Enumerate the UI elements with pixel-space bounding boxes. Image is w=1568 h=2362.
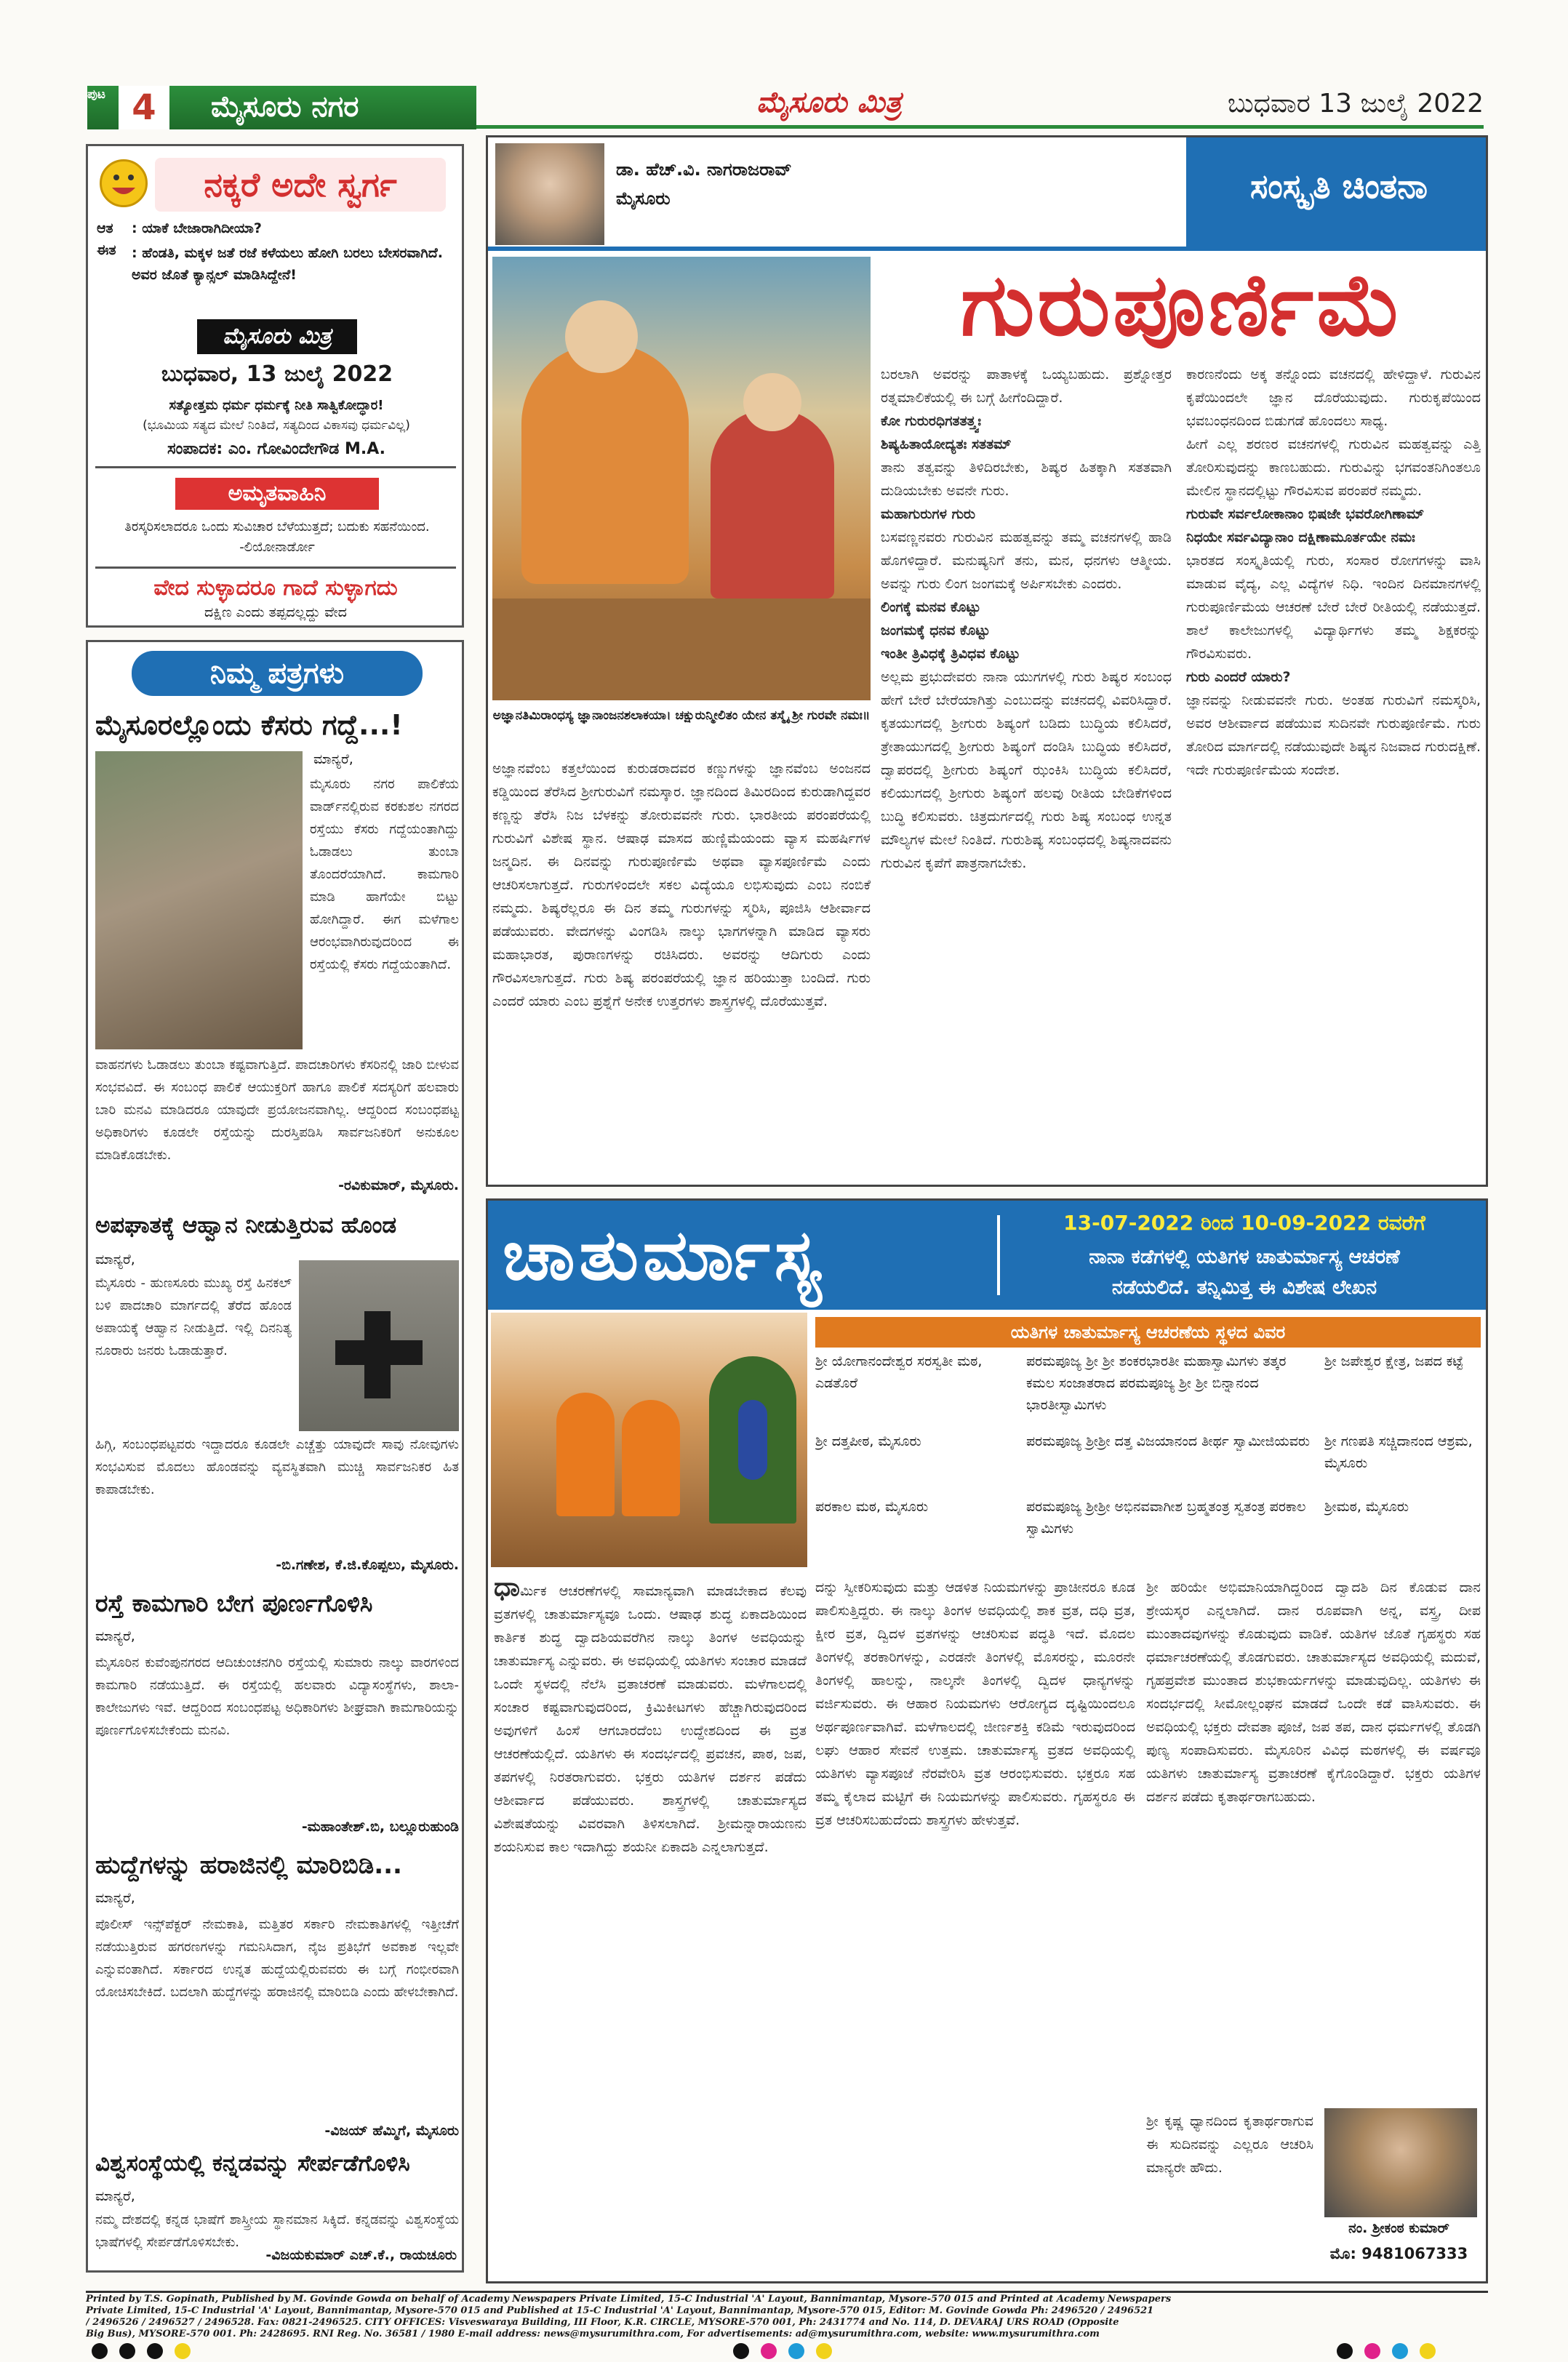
amrutha-text: ತಿರಸ್ಕರಿಸಲಾದರೂ ಒಂದು ಸುವಿಚಾರ ಬೆಳೆಯುತ್ತದೆ; ಬದುಕು ಸಹನೆಯಿಂದ. -ಲಿಯೋನಾರ್ಡೋ <box>124 519 430 555</box>
chaturmasya-column-3: ಶ್ರೀ ಹರಿಯೇ ಅಭಿಮಾನಿಯಾಗಿದ್ದರಿಂದ ದ್ವಾದಶಿ ದಿನ ಕೊಡುವ ದಾನ ಶ್ರೇಯಸ್ಕರ ಎನ್ನಲಾಗಿದೆ. ದಾನ ರೂಪವಾಗಿ ಅನ್ನ, ವಸ್ತ್ರ, ದೀಪ ಮುಂತಾದವುಗಳನ್ನು ಕೊಡುವುದು ವಾಡಿಕೆ. ಯತಿಗಳ ಜೊತೆ ಗೃಹಸ್ಥರು ಸಹ ಧರ್ಮಾಚರಣೆಯಲ್ಲಿ ತೊಡಗುವರು. ಚಾತುರ್ಮಾಸ್ಯದ ಅವಧಿಯಲ್ಲಿ ಮದುವೆ, ಗೃಹಪ್ರವೇಶ ಮುಂತಾದ ಶುಭಕಾರ್ಯಗಳನ್ನು ಮಾಡುವುದಿಲ್ಲ. ಯತಿಗಳು ಈ ಸಂದರ್ಭದಲ್ಲಿ ಸೀಮೋಲ್ಲಂಘನ ಮಾಡದೆ ಒಂದೇ ಕಡೆ ವಾಸಿಸುವರು. ಈ ಅವಧಿಯಲ್ಲಿ ಭಕ್ತರು ದೇವತಾ ಪೂಜೆ, ಜಪ ತಪ, ದಾನ ಧರ್ಮಗಳಲ್ಲಿ ತೊಡಗಿ ಪುಣ್ಯ ಸಂಪಾದಿಸುವರು. ಮೈಸೂರಿನ ವಿವಿಧ ಮಠಗಳಲ್ಲಿ ಈ ವರ್ಷವೂ ಯತಿಗಳು ಚಾತುರ್ಮಾಸ್ಯ ವ್ರತಾಚರಣೆ ಕೈಗೊಂಡಿದ್ದಾರೆ. ಭಕ್ತರು ಯತಿಗಳ ದರ್ಶನ ಪಡೆದು ಕೃತಾರ್ಥರಾಗಬಹುದು. <box>1146 1580 1481 1805</box>
letter-title: ರಸ್ತೆ ಕಾಮಗಾರಿ ಬೇಗ ಪೂರ್ಣಗೊಳಿಸಿ <box>95 1589 373 1617</box>
subtitle-2: ನಡೆಯಲಿದೆ. ತನ್ನಿಮಿತ್ತ ಈ ವಿಶೇಷ ಲೇಖನ <box>1111 1276 1377 1299</box>
columnist-phone: ಮೊ: 9481067333 <box>1329 2245 1468 2262</box>
letter-signature: -ಬಿ.ಗಣೇಶ, ಕೆ.ಜಿ.ಕೊಪ್ಪಲು, ಮೈಸೂರು. <box>276 1557 459 1573</box>
footer-rule <box>86 2291 1488 2293</box>
letter-body: ಹಿಗ್ಗಿ, ಸಂಬಂಧಪಟ್ಟವರು ಇದ್ದಾದರೂ ಕೂಡಲೇ ಎಚ್ಚೆತ್ತು ಯಾವುದೇ ಸಾವು ನೋವುಗಳು ಸಂಭವಿಸುವ ಮೊದಲು ಹೊಂಡವನ್ನು ವ್ಯವಸ್ಥಿತವಾಗಿ ಮುಚ್ಚಿ ಸಾರ್ವಜನಿಕರ ಹಿತ ಕಾಪಾಡಬೇಕು. <box>95 1437 459 1497</box>
image-caption: ಅಜ್ಞಾನತಿಮಿರಾಂಧಸ್ಯ ಜ್ಞಾನಾಂಜನಶಲಾಕಯಾ। ಚಕ್ಷುರುನ್ಮೀಲಿತಂ ಯೇನ ತಸ್ಮೈ ಶ್ರೀ ಗುರವೇ ನಮಃ॥ <box>492 708 871 723</box>
editor-line: ಸಂಪಾದಕ: ಎಂ. ಗೋವಿಂದೇಗೌಡ M.A. <box>167 440 386 458</box>
joke-q-label: ಆತ <box>97 220 113 236</box>
divider <box>95 567 456 569</box>
joke-box <box>86 144 464 628</box>
quote-title: ವೇದ ಸುಳ್ಳಾದರೂ ಗಾದೆ ಸುಳ್ಳಾಗದು <box>153 575 398 601</box>
table-cell: ಶ್ರೀ ಗಣಪತಿ ಸಚ್ಚಿದಾನಂದ ಆಶ್ರಮ, ಮೈಸೂರು <box>1324 1433 1473 1471</box>
paper-date: ಬುಧವಾರ, 13 ಜುಲೈ 2022 <box>161 361 393 387</box>
blue-rule <box>488 247 1486 251</box>
page-label: ಪುಟ <box>87 87 105 102</box>
joke-a-label: ಈತ <box>97 242 116 258</box>
article-column-3: ಕಾರಣನೆಂದು ಅಕ್ಕ ತನ್ನೊಂದು ವಚನದಲ್ಲಿ ಹೇಳಿದ್ದಾಳೆ. ಗುರುವಿನ ಕೃಪೆಯಿಂದಲೇ ಜ್ಞಾನ ದೊರೆಯುವುದು. ಗುರುಕೃಪೆಯಿಂದ ಭವಬಂಧನದಿಂದ ಬಿಡುಗಡೆ ಹೊಂದಲು ಸಾಧ್ಯ. ಹೀಗೆ ಎಲ್ಲ ಶರಣರ ವಚನಗಳಲ್ಲಿ ಗುರುವಿನ ಮಹತ್ವವನ್ನು ಎತ್ತಿ ತೋರಿಸುವುದನ್ನು ಕಾಣಬಹುದು. ಗುರುವಿನ್ನು ಭಗವಂತನಿಗಿಂತಲೂ ಮೇಲಿನ ಸ್ಥಾನದಲ್ಲಿಟ್ಟು ಗೌರವಿಸುವ ಪರಂಪರೆ ನಮ್ಮದು. ಗುರುವೇ ಸರ್ವಲೋಕಾನಾಂ ಭಿಷಜೇ ಭವರೋಗಿಣಾಮ್ ನಿಧಯೇ ಸರ್ವವಿದ್ಯಾನಾಂ ದಕ್ಷಿಣಾಮೂರ್ತಯೇ ನಮಃ ಭಾರತದ ಸಂಸ್ಕೃತಿಯಲ್ಲಿ ಗುರು, ಸಂಸಾರ ರೋಗಗಳನ್ನು ವಾಸಿ ಮಾಡುವ ವೈದ್ಯ, ಎಲ್ಲ ವಿದ್ಯೆಗಳ ನಿಧಿ. ಇಂದಿನ ದಿನಮಾನಗಳಲ್ಲಿ ಗುರುಪೂರ್ಣಿಮೆಯ ಆಚರಣೆ ಬೇರೆ ಬೇರೆ ರೀತಿಯಲ್ಲಿ ನಡೆಯುತ್ತದೆ. ಶಾಲೆ ಕಾಲೇಜುಗಳಲ್ಲಿ ವಿದ್ಯಾರ್ಥಿಗಳು ತಮ್ಮ ಶಿಕ್ಷಕರನ್ನು ಗೌರವಿಸುವರು. ಗುರು ಎಂದರೆ ಯಾರು? ಜ್ಞಾನವನ್ನು ನೀಡುವವನೇ ಗುರು. ಅಂತಹ ಗುರುವಿಗೆ ನಮಸ್ಕರಿಸಿ, ಅವರ ಆಶೀರ್ವಾದ ಪಡೆಯುವ ಸುದಿನವೇ ಗುರುಪೂರ್ಣಿಮೆ. ಗುರು ತೋರಿದ ಮಾರ್ಗದಲ್ಲಿ ನಡೆಯುವುದೇ ಶಿಷ್ಯನ ನಿಜವಾದ ಗುರುದಕ್ಷಿಣೆ. ಇದೇ ಗುರುಪೂರ್ಣಿಮೆಯ ಸಂದೇಶ. <box>1186 367 1481 778</box>
headline: ಗುರುಪೂರ್ಣಿಮೆ <box>960 255 1404 355</box>
table-cell: ಶ್ರೀಮಠ, ಮೈಸೂರು <box>1324 1499 1409 1515</box>
table-cell: ಪರಕಾಲ ಮಠ, ಮೈಸೂರು <box>815 1499 929 1515</box>
chaturmasya-headline: ಚಾತುರ್ಮಾಸ್ಯ <box>503 1214 825 1296</box>
author-photo <box>495 143 604 245</box>
table-cell: ಪರಮಪೂಜ್ಯ ಶ್ರೀಶ್ರೀ ಅಭಿನವವಾಗೀಶ ಬ್ರಹ್ಮತಂತ್ರ ಸ್ವತಂತ್ರ ಪರಕಾಲ ಸ್ವಾಮಿಗಳು <box>1026 1499 1306 1537</box>
places-table <box>815 1350 1481 1561</box>
chaturmasya-column-3b: ಶ್ರೀ ಕೃಷ್ಣ ಧ್ಯಾನದಿಂದ ಕೃತಾರ್ಥರಾಗುವ ಈ ಸುದಿನವನ್ನು ಎಲ್ಲರೂ ಆಚರಿಸಿ ಮಾನ್ಯರೇ ಹೌದು. <box>1146 2113 1313 2176</box>
letter-body: ಪೊಲೀಸ್ ಇನ್ಸ್‌ಪೆಕ್ಟರ್ ನೇಮಕಾತಿ, ಮತ್ತಿತರ ಸರ್ಕಾರಿ ನೇಮಕಾತಿಗಳಲ್ಲಿ ಇತ್ತೀಚೆಗೆ ನಡೆಯುತ್ತಿರುವ ಹಗರಣಗಳನ್ನು ಗಮನಿಸಿದಾಗ, ನೈಜ ಪ್ರತಿಭೆಗೆ ಅವಕಾಶ ಇಲ್ಲವೇ ಎನ್ನುವಂತಾಗಿದೆ. ಸರ್ಕಾರದ ಉನ್ನತ ಹುದ್ದೆಯಲ್ಲಿರುವವರು ಈ ಬಗ್ಗೆ ಗಂಭೀರವಾಗಿ ಯೋಚಿಸಬೇಕಿದೆ. ಬದಲಾಗಿ ಹುದ್ದೆಗಳನ್ನು ಹರಾಜಿನಲ್ಲಿ ಮಾರಿಬಿಡಿ ಎಂದು ಹೇಳಬೇಕಾಗಿದೆ. <box>95 1917 459 2000</box>
banner-divider <box>997 1215 1000 1295</box>
table-cell: ಪರಮಪೂಜ್ಯ ಶ್ರೀಶ್ರೀ ದತ್ತ ವಿಜಯಾನಂದ ತೀರ್ಥ ಸ್ವಾಮೀಜಿಯವರು <box>1026 1433 1310 1449</box>
columnist-name: ನಂ. ಶ್ರೀಕಂಠ ಕುಮಾರ್ <box>1348 2220 1449 2236</box>
table-cell: ಪರಮಪೂಜ್ಯ ಶ್ರೀ ಶ್ರೀ ಶಂಕರಭಾರತೀ ಮಹಾಸ್ವಾಮಿಗಳು ತತ್ಕರ ಕಮಲ ಸಂಜಾತರಾದ ಪರಮಪೂಜ್ಯ ಶ್ರೀ ಶ್ರೀ ಬಿನ್ನಾನಂದ ಭಾರತೀಸ್ವಾಮಿಗಳು <box>1026 1353 1287 1413</box>
joke-a-text: : ಹೆಂಡತಿ, ಮಕ್ಕಳ ಜತೆ ರಜೆ ಕಳೆಯಲು ಹೋಗಿ ಬರಲು ಬೇಸರವಾಗಿದೆ. ಅವರ ಜೊತೆ ಕ್ಯಾನ್ಸಲ್ ಮಾಡಿಸಿದ್ದೇನೆ! <box>132 245 443 283</box>
header-rule <box>476 125 1484 129</box>
letter-signature: -ವಿಜಯಕುಮಾರ್ ಎಚ್.ಕೆ., ರಾಯಚೂರು <box>265 2247 457 2263</box>
letters-column <box>86 640 464 2273</box>
divider <box>95 466 456 468</box>
letter-body: ಮೈಸೂರಿನ ಕುವೆಂಪುನಗರದ ಆದಿಚುಂಚನಗಿರಿ ರಸ್ತೆಯಲ್ಲಿ ಸುಮಾರು ನಾಲ್ಕು ವಾರಗಳಿಂದ ಕಾಮಗಾರಿ ನಡೆಯುತ್ತಿದೆ. ಈ ರಸ್ತೆಯಲ್ಲಿ ಹಲವಾರು ವಿದ್ಯಾಸಂಸ್ಥೆಗಳು, ಶಾಲಾ-ಕಾಲೇಜುಗಳು ಇವೆ. ಆದ್ದರಿಂದ ಸಂಬಂಧಪಟ್ಟ ಅಧಿಕಾರಿಗಳು ಶೀಘ್ರವಾಗಿ ಕಾಮಗಾರಿಯನ್ನು ಪೂರ್ಣಗೊಳಿಸಬೇಕೆಂದು ಮನವಿ. <box>95 1655 459 1738</box>
letter-salutation: ಮಾನ್ಯರೆ, <box>95 1890 135 1906</box>
letter-title: ಮೈಸೂರಲ್ಲೊಂದು ಕೆಸರು ಗದ್ದೆ...! <box>95 709 403 741</box>
letter-salutation: ಮಾನ್ಯರೆ, <box>95 2188 135 2204</box>
masthead: ಮೈಸೂರು ಮಿತ್ರ <box>756 86 902 119</box>
quote-text: ದಕ್ಷಿಣ ಎಂದು ತಪ್ಪದಲ್ಲದ್ದು ವೇದ <box>204 604 347 620</box>
letter-body: ಮೈಸೂರು ನಗರ ಪಾಲಿಕೆಯ ವಾರ್ಡ್‌ನಲ್ಲಿರುವ ಕರಕುಶಲ ನಗರದ ರಸ್ತೆಯು ಕೆಸರು ಗದ್ದೆಯಂತಾಗಿದ್ದು ಓಡಾಡಲು ತುಂಬಾ ತೊಂದರೆಯಾಗಿದೆ. ಕಾಮಗಾರಿ ಮಾಡಿ ಹಾಗೆಯೇ ಬಿಟ್ಟು ಹೋಗಿದ್ದಾರೆ. ಈಗ ಮಳೆಗಾಲ ಆರಂಭವಾಗಿರುವುದರಿಂದ ಈ ರಸ್ತೆಯಲ್ಲಿ ಕೆಸರು ಗದ್ದೆಯಂತಾಗಿದೆ. <box>310 777 459 972</box>
imprint-block <box>86 2294 1488 2342</box>
letter-body: ವಾಹನಗಳು ಓಡಾಡಲು ತುಂಬಾ ಕಷ್ಟವಾಗುತ್ತಿದೆ. ಪಾದಚಾರಿಗಳು ಕೆಸರಿನಲ್ಲಿ ಜಾರಿ ಬೀಳುವ ಸಂಭವವಿದೆ. ಈ ಸಂಬಂಧ ಪಾಲಿಕೆ ಆಯುಕ್ತರಿಗೆ ಹಾಗೂ ಪಾಲಿಕೆ ಸದಸ್ಯರಿಗೆ ಹಲವಾರು ಬಾರಿ ಮನವಿ ಮಾಡಿದರೂ ಯಾವುದೇ ಪ್ರಯೋಜನವಾಗಿಲ್ಲ. ಆದ್ದರಿಂದ ಸಂಬಂಧಪಟ್ಟ ಅಧಿಕಾರಿಗಳು ಕೂಡಲೇ ರಸ್ತೆಯನ್ನು ದುರಸ್ತಿಪಡಿಸಿ ಸಾರ್ವಜನಿಕರಿಗೆ ಅನುಕೂಲ ಮಾಡಿಕೊಡಬೇಕು. <box>95 1057 459 1163</box>
registration-marks-left <box>86 2343 231 2361</box>
letter-title: ಹುದ್ದೆಗಳನ್ನು ಹರಾಜಿನಲ್ಲಿ ಮಾರಿಬಿಡಿ... <box>95 1851 402 1880</box>
section-title: ಮೈಸೂರು ನಗರ <box>211 90 359 124</box>
joke-title: ನಕ್ಕರೆ ಅದೇ ಸ್ವರ್ಗ <box>155 158 446 212</box>
joke-q-text: : ಯಾಕೆ ಬೇಜಾರಾಗಿದೀಯಾ? <box>132 220 262 236</box>
letter-signature: -ವಿಜಯ್ ಹೆಮ್ಮಿಗೆ, ಮೈಸೂರು <box>324 2123 459 2139</box>
columnist-photo <box>1324 2108 1477 2217</box>
author-city: ಮೈಸೂರು <box>616 188 671 209</box>
table-cell: ಶ್ರೀ ದತ್ತಪೀಠ, ಮೈಸೂರು <box>815 1433 921 1449</box>
swamiji-photo <box>491 1313 807 1567</box>
article-column-1: ಅಜ್ಞಾನವೆಂಬ ಕತ್ತಲೆಯಿಂದ ಕುರುಡರಾದವರ ಕಣ್ಣುಗಳನ್ನು ಜ್ಞಾನವೆಂಬ ಅಂಜನದ ಕಡ್ಡಿಯಿಂದ ತೆರೆಸಿದ ಶ್ರೀಗುರುವಿಗೆ ನಮಸ್ಕಾರ. ಜ್ಞಾನದಿಂದ ತಿಮಿರದಿಂದ ಕುರುಡಾಗಿದ್ದವರ ಕಣ್ಣನ್ನು ತೆರೆಸಿ ನಿಜ ಬೆಳಕನ್ನು ತೋರುವವನೇ ಗುರು. ಭಾರತೀಯ ಪರಂಪರೆಯಲ್ಲಿ ಗುರುವಿಗೆ ವಿಶೇಷ ಸ್ಥಾನ. ಆಷಾಢ ಮಾಸದ ಹುಣ್ಣಿಮೆಯಂದು ವ್ಯಾಸ ಮಹರ್ಷಿಗಳ ಜನ್ಮದಿನ. ಈ ದಿನವನ್ನು ಗುರುಪೂರ್ಣಿಮೆ ಅಥವಾ ವ್ಯಾಸಪೂರ್ಣಿಮೆ ಎಂದು ಆಚರಿಸಲಾಗುತ್ತದೆ. ಗುರುಗಳಿಂದಲೇ ಸಕಲ ವಿದ್ಯೆಯೂ ಲಭಿಸುವುದು ಎಂಬ ನಂಬಿಕೆ ನಮ್ಮದು. ಶಿಷ್ಯರೆಲ್ಲರೂ ಈ ದಿನ ತಮ್ಮ ಗುರುಗಳನ್ನು ಸ್ಮರಿಸಿ, ಪೂಜಿಸಿ ಆಶೀರ್ವಾದ ಪಡೆಯುವರು. ವೇದಗಳನ್ನು ವಿಂಗಡಿಸಿ ನಾಲ್ಕು ಭಾಗಗಳನ್ನಾಗಿ ಮಾಡಿದ ವ್ಯಾಸರು ಮಹಾಭಾರತ, ಪುರಾಣಗಳನ್ನು ರಚಿಸಿದರು. ಅವರನ್ನು ಆದಿಗುರು ಎಂದು ಗೌರವಿಸಲಾಗುತ್ತದೆ. ಗುರು ಶಿಷ್ಯ ಪರಂಪರೆಯಲ್ಲಿ ಜ್ಞಾನ ಹರಿಯುತ್ತಾ ಬಂದಿದೆ. ಗುರು ಎಂದರೆ ಯಾರು ಎಂಬ ಪ್ರಶ್ನೆಗೆ ಅನೇಕ ಉತ್ತರಗಳು ಶಾಸ್ತ್ರಗಳಲ್ಲಿ ದೊರೆಯುತ್ತವೆ. <box>492 761 871 1009</box>
letter-title: ಅಪಘಾತಕ್ಕೆ ಆಹ್ವಾನ ನೀಡುತ್ತಿರುವ ಹೊಂಡ <box>95 1212 397 1238</box>
letter-photo-mud-road <box>95 751 303 1049</box>
motto-line-2: (ಭೂಮಿಯ ಸತ್ಯದ ಮೇಲೆ ನಿಂತಿದೆ, ಸತ್ಯದಿಂದ ವಿಕಾಸವು ಧರ್ಮವಿಲ್ಲ) <box>143 418 410 433</box>
amrutha-title: ಅಮೃತವಾಹಿನಿ <box>175 478 379 510</box>
issue-date: ಬುಧವಾರ 13 ಜುಲೈ 2022 <box>1227 89 1484 119</box>
subtitle-1: ನಾನಾ ಕಡೆಗಳಲ್ಲಿ ಯತಿಗಳ ಚಾತುರ್ಮಾಸ್ಯ ಆಚರಣೆ <box>1089 1246 1400 1268</box>
letter-body: ಮೈಸೂರು - ಹುಣಸೂರು ಮುಖ್ಯ ರಸ್ತೆ ಹಿನಕಲ್ ಬಳಿ ಪಾದಚಾರಿ ಮಾರ್ಗದಲ್ಲಿ ತೆರೆದ ಹೊಂಡ ಅಪಾಯಕ್ಕೆ ಆಹ್ವಾನ ನೀಡುತ್ತಿದೆ. ಇಲ್ಲಿ ದಿನನಿತ್ಯ ನೂರಾರು ಜನರು ಓಡಾಡುತ್ತಾರೆ. <box>95 1276 292 1358</box>
motto-line-1: ಸತ್ಯೋತ್ತಮ ಧರ್ಮ ಧರ್ಮಕ್ಕೆ ನೀತಿ ಸಾತ್ವಿಕೋದ್ಧಾರ! <box>169 398 384 413</box>
feature-chaturmasya <box>486 1198 1488 2283</box>
letter-photo-pothole <box>299 1260 459 1431</box>
imprint-line-1: Printed by T.S. Gopinath, Published by M. Govinde Gowda on behalf of Academy Newspapers Private Limited, 15-C Industrial 'A' Layout, Bannimantap, Mysore-570 015 and Printed at Academy Newspapers <box>86 2294 1172 2305</box>
chaturmasya-column-2: ದನ್ನು ಸ್ವೀಕರಿಸುವುದು ಮತ್ತು ಆಡಳಿತ ನಿಯಮಗಳನ್ನು ಪ್ರಾಚೀನರೂ ಕೂಡ ಪಾಲಿಸುತ್ತಿದ್ದರು. ಈ ನಾಲ್ಕು ತಿಂಗಳ ಅವಧಿಯಲ್ಲಿ ಶಾಕ ವ್ರತ, ದಧಿ ವ್ರತ, ಕ್ಷೀರ ವ್ರತ, ದ್ವಿದಳ ವ್ರತಗಳನ್ನು ಆಚರಿಸುವ ಪದ್ಧತಿ ಇದೆ. ಮೊದಲ ತಿಂಗಳಲ್ಲಿ ತರಕಾರಿಗಳನ್ನು, ಎರಡನೇ ತಿಂಗಳಲ್ಲಿ ಮೊಸರನ್ನು, ಮೂರನೇ ತಿಂಗಳಲ್ಲಿ ಹಾಲನ್ನು, ನಾಲ್ಕನೇ ತಿಂಗಳಲ್ಲಿ ದ್ವಿದಳ ಧಾನ್ಯಗಳನ್ನು ವರ್ಜಿಸುವರು. ಈ ಆಹಾರ ನಿಯಮಗಳು ಆರೋಗ್ಯದ ದೃಷ್ಟಿಯಿಂದಲೂ ಅರ್ಥಪೂರ್ಣವಾಗಿವೆ. ಮಳೆಗಾಲದಲ್ಲಿ ಜೀರ್ಣಶಕ್ತಿ ಕಡಿಮೆ ಇರುವುದರಿಂದ ಲಘು ಆಹಾರ ಸೇವನೆ ಉತ್ತಮ. ಚಾತುರ್ಮಾಸ್ಯ ವ್ರತದ ಅವಧಿಯಲ್ಲಿ ಯತಿಗಳು ವ್ಯಾಸಪೂಜೆ ನೆರವೇರಿಸಿ ವ್ರತ ಆರಂಭಿಸುವರು. ಭಕ್ತರೂ ಸಹ ತಮ್ಮ ಕೈಲಾದ ಮಟ್ಟಿಗೆ ಈ ನಿಯಮಗಳನ್ನು ಪಾಲಿಸುವರು. ಗೃಹಸ್ಥರೂ ಈ ವ್ರತ ಆಚರಿಸಬಹುದೆಂದು ಶಾಸ್ತ್ರಗಳು ಹೇಳುತ್ತವೆ. <box>815 1580 1135 1828</box>
letter-signature: -ಮಹಾಂತೇಶ್.ಬಿ, ಬಲ್ಲೂರುಹುಂಡಿ <box>301 1819 459 1835</box>
letter-salutation: ಮಾನ್ಯರೆ, <box>95 1628 135 1644</box>
letter-title: ವಿಶ್ವಸಂಸ್ಥೆಯಲ್ಲಿ ಕನ್ನಡವನ್ನು ಸೇರ್ಪಡೆಗೊಳಿಸಿ <box>95 2150 410 2177</box>
table-cell: ಶ್ರೀ ಯೋಗಾನಂದೇಶ್ವರ ಸರಸ್ವತೀ ಮಠ, ಎಡತೊರೆ <box>815 1353 983 1391</box>
registration-marks-right <box>1331 2343 1484 2361</box>
author-name: ಡಾ. ಹೆಚ್.ವಿ. ನಾಗರಾಜರಾವ್ <box>616 159 792 180</box>
registration-marks-center <box>727 2343 873 2361</box>
imprint-line-2: Private Limited, 15-C Industrial 'A' Layout, Bannimantap, Mysore-570 015 and Published at 15-C Industrial 'A' Layout, Bannimantap, Mysore-570 015, Editor: M. Govinde Gowda Ph: 2496520 / 2496521 <box>86 2305 1154 2316</box>
table-title: ಯತಿಗಳ ಚಾತುರ್ಮಾಸ್ಯ ಆಚರಣೆಯ ಸ್ಥಳದ ವಿವರ <box>815 1317 1481 1348</box>
letter-salutation: ಮಾನ್ಯರೆ, <box>95 1252 135 1268</box>
paper-name-badge: ಮೈಸೂರು ಮಿತ್ರ <box>197 319 357 354</box>
chaturmasya-column-1: ಧಾರ್ಮಿಕ ಆಚರಣೆಗಳಲ್ಲಿ ಸಾಮಾನ್ಯವಾಗಿ ಮಾಡಬೇಕಾದ ಕೆಲವು ವ್ರತಗಳಲ್ಲಿ ಚಾತುರ್ಮಾಸ್ಯವೂ ಒಂದು. ಆಷಾಢ ಶುದ್ಧ ಏಕಾದಶಿಯಿಂದ ಕಾರ್ತಿಕ ಶುದ್ಧ ದ್ವಾದಶಿಯವರೆಗಿನ ನಾಲ್ಕು ತಿಂಗಳ ಅವಧಿಯನ್ನು ಚಾತುರ್ಮಾಸ್ಯ ಎನ್ನುವರು. ಈ ಅವಧಿಯಲ್ಲಿ ಯತಿಗಳು ಸಂಚಾರ ಮಾಡದೆ ಒಂದೇ ಸ್ಥಳದಲ್ಲಿ ನೆಲೆಸಿ ವ್ರತಾಚರಣೆ ಮಾಡುವರು. ಮಳೆಗಾಲದಲ್ಲಿ ಸಂಚಾರ ಕಷ್ಟವಾಗುವುದರಿಂದ, ಕ್ರಿಮಿಕೀಟಗಳು ಹೆಚ್ಚಾಗಿರುವುದರಿಂದ ಅವುಗಳಿಗೆ ಹಿಂಸೆ ಆಗಬಾರದೆಂಬ ಉದ್ದೇಶದಿಂದ ಈ ವ್ರತ ಆಚರಣೆಯಲ್ಲಿದೆ. ಯತಿಗಳು ಈ ಸಂದರ್ಭದಲ್ಲಿ ಪ್ರವಚನ, ಪಾಠ, ಜಪ, ತಪಗಳಲ್ಲಿ ನಿರತರಾಗುವರು. ಭಕ್ತರು ಯತಿಗಳ ದರ್ಶನ ಪಡೆದು ಆಶೀರ್ವಾದ ಪಡೆಯುವರು. ಶಾಸ್ತ್ರಗಳಲ್ಲಿ ಚಾತುರ್ಮಾಸ್ಯದ ವಿಶೇಷತೆಯನ್ನು ವಿವರವಾಗಿ ತಿಳಿಸಲಾಗಿದೆ. ಶ್ರೀಮನ್ನಾರಾಯಣನು ಶಯನಿಸುವ ಕಾಲ ಇದಾಗಿದ್ದು ಶಯನೀ ಏಕಾದಶಿ ಎನ್ನಲಾಗುತ್ತದೆ. <box>494 1576 807 1855</box>
table-cell: ಶ್ರೀ ಜಪೇಶ್ವರ ಕ್ಷೇತ್ರ, ಜಪದ ಕಟ್ಟೆ <box>1324 1353 1463 1369</box>
column-title: ಸಂಸ್ಕೃತಿ ಚಿಂತನಾ <box>1249 167 1428 206</box>
article-column-2: ಬರಲಾಗಿ ಅವರನ್ನು ಪಾತಾಳಕ್ಕೆ ಒಯ್ಯಬಹುದು. ಪ್ರಶ್ನೋತ್ತರ ರತ್ನಮಾಲಿಕೆಯಲ್ಲಿ ಈ ಬಗ್ಗೆ ಹೀಗೆಂದಿದ್ದಾರೆ. ಕೋ ಗುರುರಧಿಗತತತ್ತ್ವಃ ಶಿಷ್ಯಹಿತಾಯೋದ್ಯತಃ ಸತತಮ್ ತಾನು ತತ್ವವನ್ನು ತಿಳಿದಿರಬೇಕು, ಶಿಷ್ಯರ ಹಿತಕ್ಕಾಗಿ ಸತತವಾಗಿ ದುಡಿಯಬೇಕು ಅವನೇ ಗುರು. ಮಹಾಗುರುಗಳ ಗುರು ಬಸವಣ್ಣನವರು ಗುರುವಿನ ಮಹತ್ವವನ್ನು ತಮ್ಮ ವಚನಗಳಲ್ಲಿ ಹಾಡಿ ಹೊಗಳಿದ್ದಾರೆ. ಮನುಷ್ಯನಿಗೆ ತನು, ಮನ, ಧನಗಳು ಆತ್ಮೀಯ. ಅವನ್ನು ಗುರು ಲಿಂಗ ಜಂಗಮಕ್ಕೆ ಅರ್ಪಿಸಬೇಕು ಎಂದರು. ಲಿಂಗಕ್ಕೆ ಮನವ ಕೊಟ್ಟು ಜಂಗಮಕ್ಕೆ ಧನವ ಕೊಟ್ಟು ಇಂತೀ ತ್ರಿವಿಧಕ್ಕೆ ತ್ರಿವಿಧವ ಕೊಟ್ಟು ಅಲ್ಲಮ ಪ್ರಭುದೇವರು ನಾನಾ ಯುಗಗಳಲ್ಲಿ ಗುರು ಶಿಷ್ಯರ ಸಂಬಂಧ ಹೇಗೆ ಬೇರೆ ಬೇರೆಯಾಗಿತ್ತು ಎಂಬುದನ್ನು ವಚನದಲ್ಲಿ ವಿವರಿಸಿದ್ದಾರೆ. ಕೃತಯುಗದಲ್ಲಿ ಶ್ರೀಗುರು ಶಿಷ್ಯಂಗೆ ಬಡಿದು ಬುದ್ಧಿಯ ಕಲಿಸಿದರೆ, ತ್ರೇತಾಯುಗದಲ್ಲಿ ಶ್ರೀಗುರು ಶಿಷ್ಯಂಗೆ ದಂಡಿಸಿ ಬುದ್ಧಿಯ ಕಲಿಸಿದರೆ, ದ್ವಾಪರದಲ್ಲಿ ಶ್ರೀಗುರು ಶಿಷ್ಯಂಗೆ ಝಂಕಿಸಿ ಬುದ್ಧಿಯ ಕಲಿಸಿದರೆ, ಕಲಿಯುಗದಲ್ಲಿ ಶ್ರೀಗುರು ಶಿಷ್ಯಂಗೆ ಹಲವು ರೀತಿಯ ಬೇಡಿಕೆಗಳಿಂದ ಬುದ್ಧಿ ಕಲಿಸುವರು. ಚಿತ್ರದುರ್ಗದಲ್ಲಿ ಗುರು ಶಿಷ್ಯ ಸಂಬಂಧ ಉನ್ನತ ಮೌಲ್ಯಗಳ ಮೇಲೆ ನಿಂತಿದೆ. ಗುರುಶಿಷ್ಯ ಸಂಬಂಧದಲ್ಲಿ ಶಿಷ್ಯನಾದವನು ಗುರುವಿನ ಕೃಪೆಗೆ ಪಾತ್ರನಾಗಬೇಕು. <box>881 367 1172 871</box>
date-range: 13-07-2022 ರಿಂದ 10-09-2022 ರವರೆಗೆ <box>1063 1211 1425 1235</box>
letter-body: ನಮ್ಮ ದೇಶದಲ್ಲಿ ಕನ್ನಡ ಭಾಷೆಗೆ ಶಾಸ್ತ್ರೀಯ ಸ್ಥಾನಮಾನ ಸಿಕ್ಕಿದೆ. ಕನ್ನಡವನ್ನು ವಿಶ್ವಸಂಸ್ಥೆಯ ಭಾಷೆಗಳಲ್ಲಿ ಸೇರ್ಪಡೆಗೊಳಿಸಬೇಕು. <box>95 2212 459 2250</box>
imprint-line-3: / 2496526 / 2496527 / 2496528. Fax: 0821-2496525. CITY OFFICES: Visveswaraya Building, III Floor, K.R. CIRCLE, MYSORE-570 001, Ph: 2431774 and No. 114, D. DEVARAJ URS ROAD (Opposite <box>86 2317 1119 2328</box>
letters-section-title: ನಿಮ್ಮ ಪತ್ರಗಳು <box>132 651 423 696</box>
feature-gurupurnima <box>486 135 1488 1187</box>
letter-salutation: ಮಾನ್ಯರೆ, <box>313 751 353 767</box>
page-number: 4 <box>119 86 169 129</box>
guru-illustration <box>492 257 871 700</box>
letter-signature: -ರವಿಕುಮಾರ್, ಮೈಸೂರು. <box>338 1177 459 1193</box>
imprint-line-4: Big Bus), MYSORE-570 001. Ph: 2428695. RNI Reg. No. 36581 / 1980 E-mail address: news@mysurumithra.com, For advertisements: ad@mysurumithra.com, website: www.mysurumithra.com <box>86 2329 1100 2339</box>
laugh-icon <box>100 159 148 207</box>
